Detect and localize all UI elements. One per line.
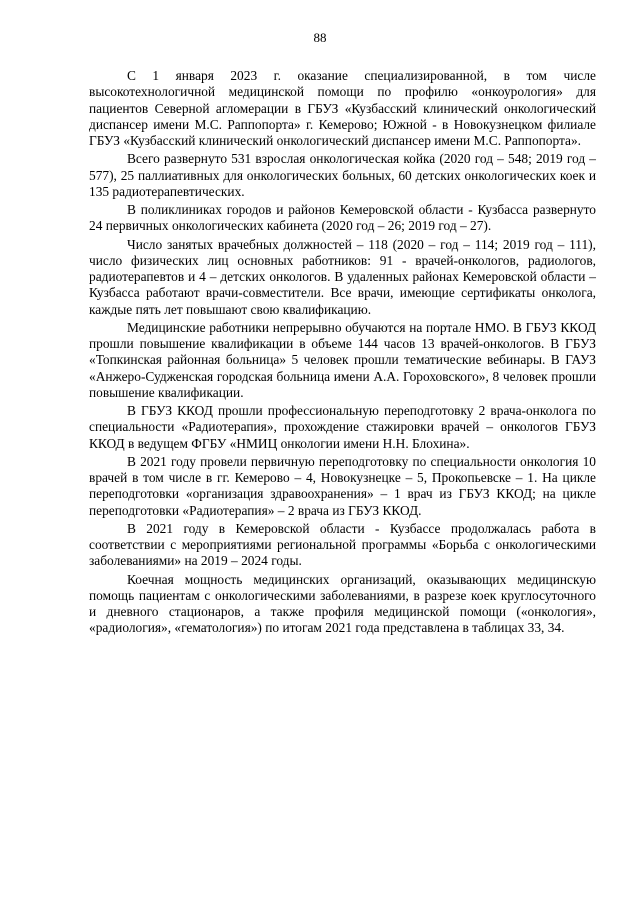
paragraph-bed-count: Всего развернуто 531 взрослая онкологическая койка (2020 год – 548; 2019 год – 577), 25 паллиативных для онкологических больных, 60 детских онкологических коек и 135 радиотерапевтических. bbox=[89, 151, 596, 199]
paragraph-regional-program: В 2021 году в Кемеровской области - Кузбассе продолжалась работа в соответствии с мероприятиями региональной программы «Борьба с онкологическими заболеваниями» на 2019 – 2024 годы. bbox=[89, 520, 596, 569]
body-text bbox=[89, 68, 596, 639]
paragraph-bed-capacity-tables: Коечная мощность медицинских организаций, оказывающих медицинскую помощь пациентам с онкологическими заболеваниями, в разрезе коек круглосуточного и дневного стационаров, а также профиля медицинской помощи («онкология», «радиология», «гематология») по итогам 2021 года представлена в таблицах 33, 34. bbox=[89, 571, 596, 636]
paragraph-oncology-offices: В поликлиниках городов и районов Кемеровской области - Кузбасса развернуто 24 первичных онкологических кабинета (2020 год – 26; 2019 год – 27). bbox=[89, 202, 596, 234]
page-number: 88 bbox=[313, 30, 327, 45]
paragraph-primary-retraining: В 2021 году провели первичную переподготовку по специальности онкология 10 врачей в том числе в гг. Кемерово – 4, Новокузнецке – 5, Прокопьевске – 1. На цикле переподготовки «организация здравоохранения» – 1 врач из ГБУЗ ККОД; на цикле переподготовки «Радиотерапия» – 2 врача из ГБУЗ ККОД. bbox=[89, 453, 596, 518]
paragraph-staffing: Число занятых врачебных должностей – 118 (2020 – год – 114; 2019 год – 111), число физических лиц основных работников: 91 - врачей-онкологов, радиологов, радиотерапевтов и 4 – детских онкологов. В удаленных районах Кемеровской области – Кузбасса работают врачи-совместители. Все врачи, имеющие сертификаты онколога, каждые пять лет повышают свою квалификацию. bbox=[89, 236, 596, 317]
paragraph-continuing-education: Медицинские работники непрерывно обучаются на портале НМО. В ГБУЗ ККОД прошли повышение квалификации в объеме 144 часов 13 врачей-онкологов. В ГБУЗ «Топкинская районная больница» 5 человек прошли тематические вебинары. В ГАУЗ «Анжеро-Судженская городская больница имени А.А. Гороховского», 8 человек прошли повышение квалификации. bbox=[89, 319, 596, 400]
paragraph-professional-retraining: В ГБУЗ ККОД прошли профессиональную переподготовку 2 врача-онколога по специальности «Радиотерапия», прохождение стажировки врачей – онкологов ГБУЗ ККОД в ведущем ФГБУ «НМИЦ онкологии имени Н.Н. Блохина». bbox=[89, 403, 596, 451]
paragraph-oncourology-care: С 1 января 2023 г. оказание специализированной, в том числе высокотехнологичной медицинской помощи по профилю «онкоурология» для пациентов Северной агломерации в ГБУЗ «Кузбасский клинический онкологический диспансер имени М.С. Раппопорта» г. Кемерово; Южной - в Новокузнецком филиале ГБУЗ «Кузбасский клинический онкологический диспансер имени М.С. Раппопорта». bbox=[89, 68, 596, 148]
